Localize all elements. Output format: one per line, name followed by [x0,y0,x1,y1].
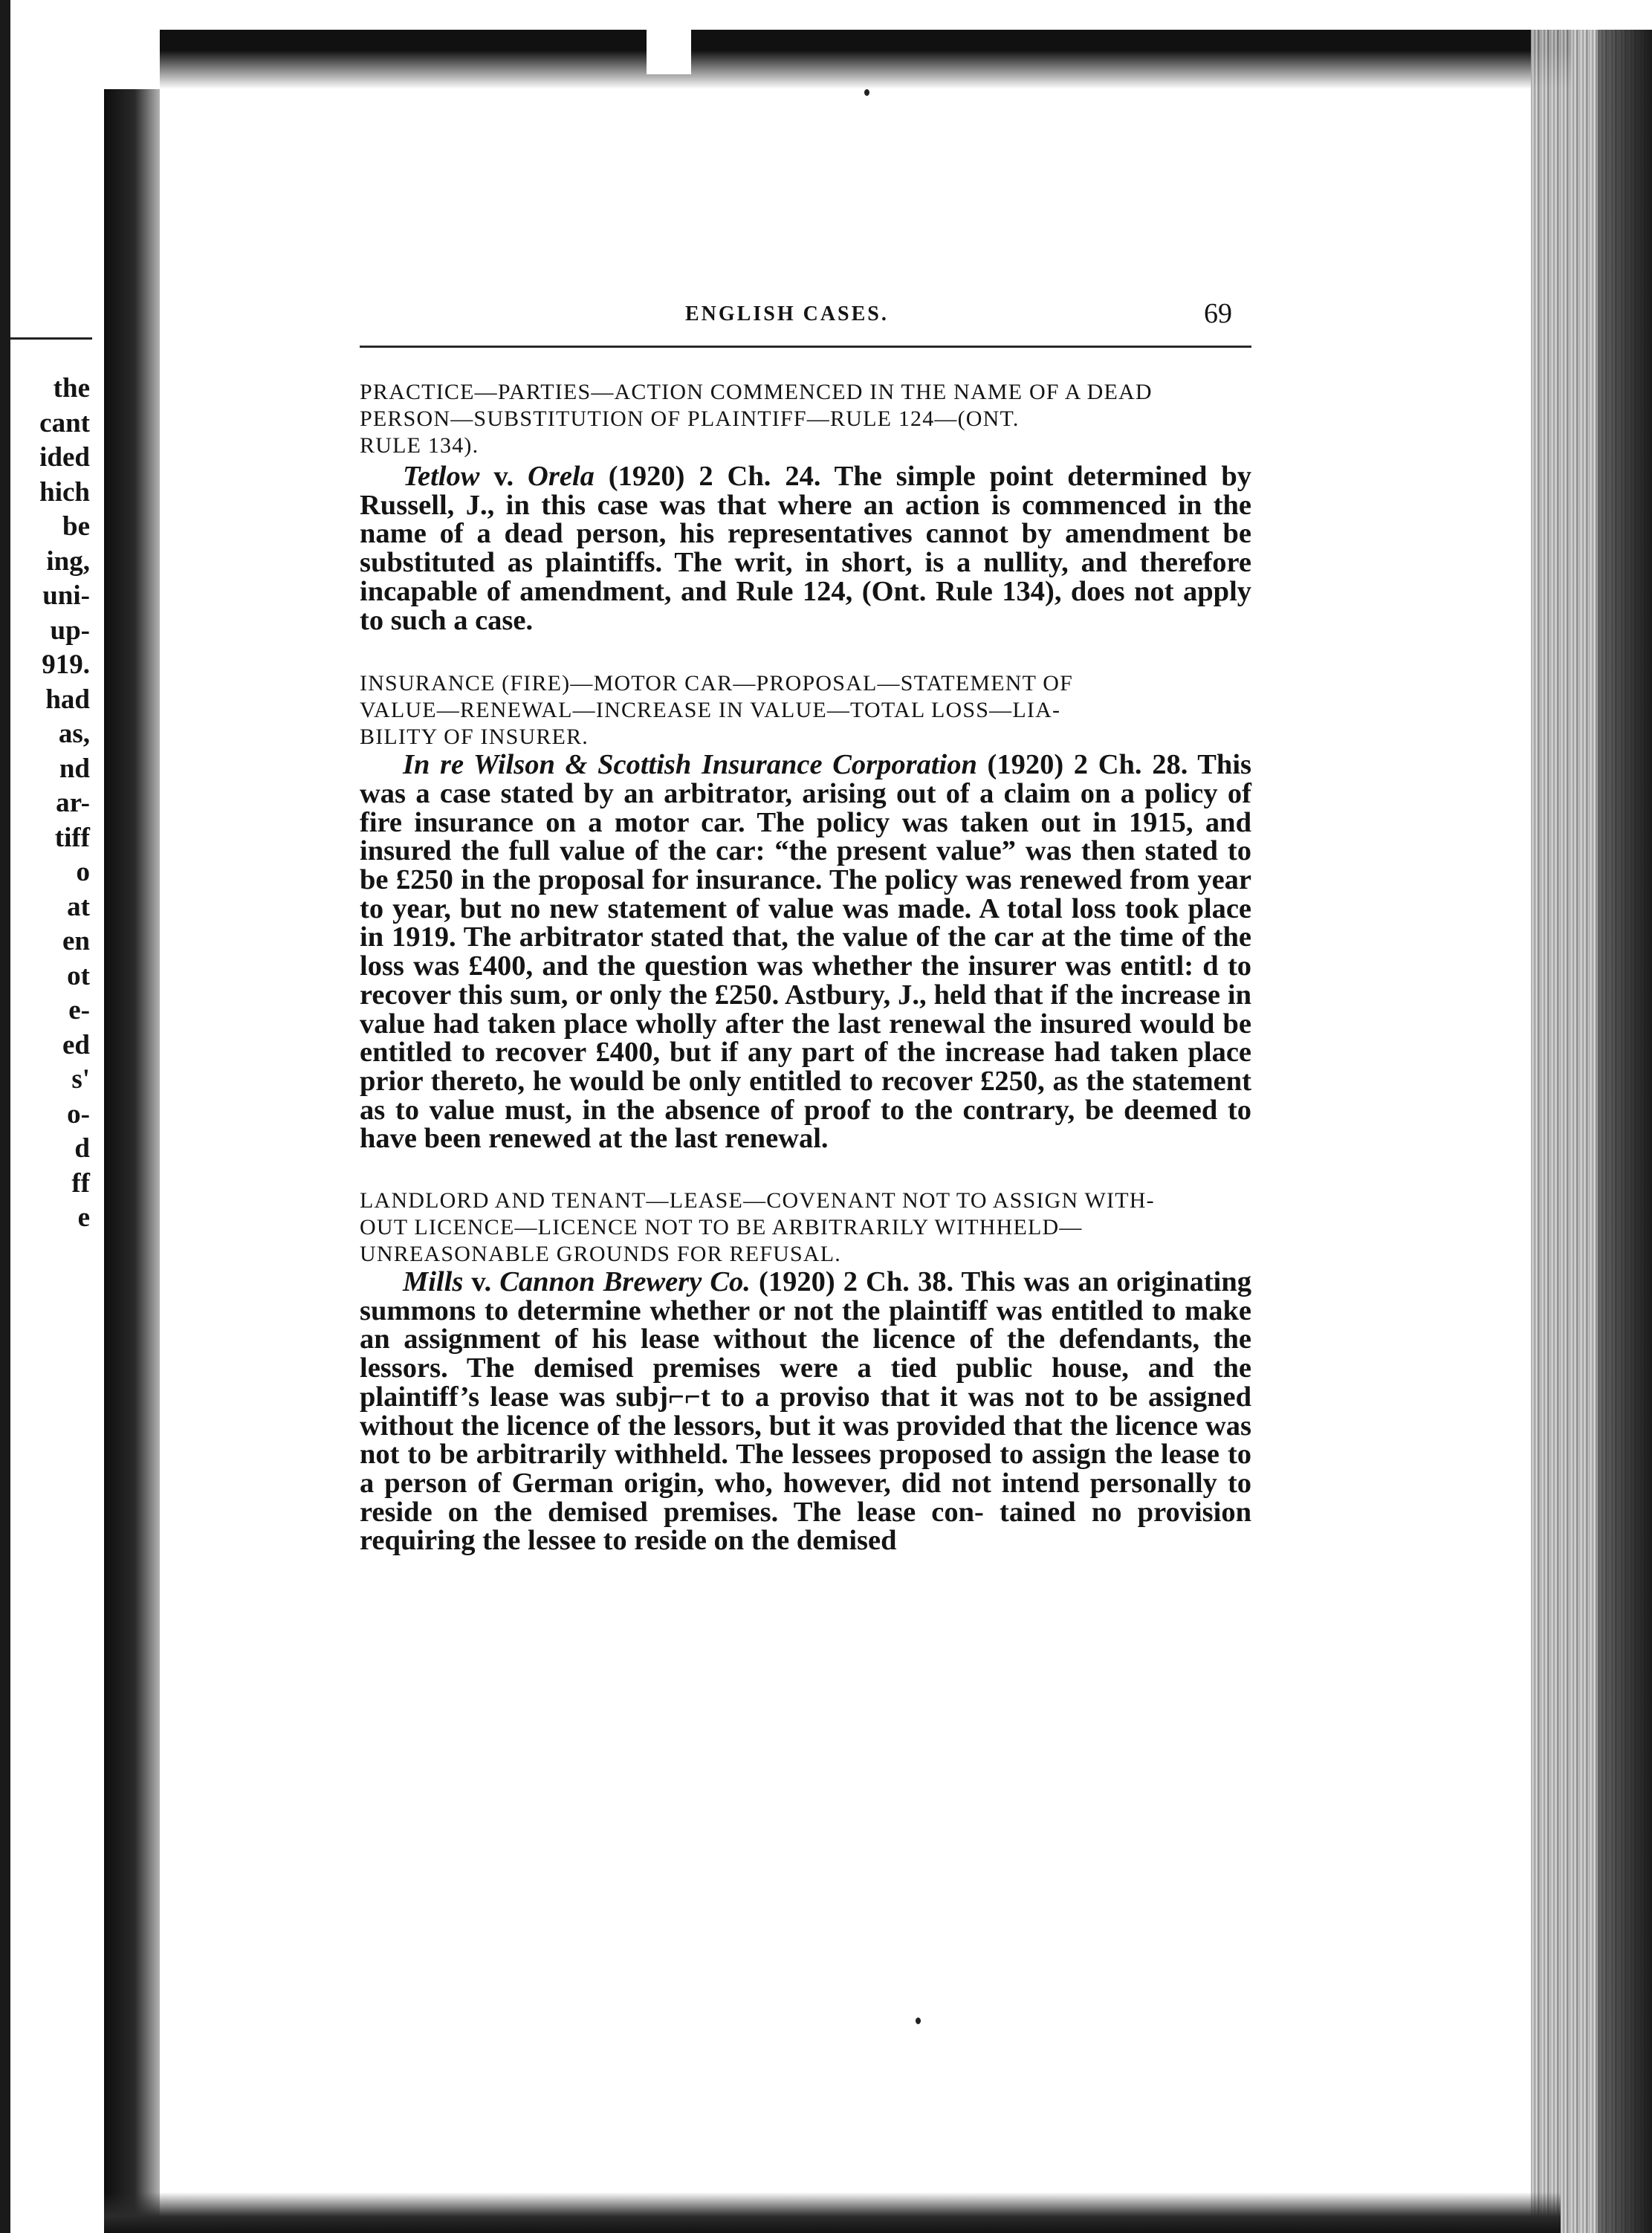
body-line: to a person of German origin, who, however, did not intend [360,1439,1252,1499]
previous-page-fragment: e- [68,995,90,1025]
body-line: amendment be substituted as plaintiffs. The writ, in short, is a [360,518,1251,579]
section-heading [360,670,1251,751]
body-line: was entitled to make an assignment of his lease without the [360,1294,1252,1355]
body-line: arbitrarily withheld. The lessees proposed to assign the lease [476,1439,1220,1471]
ink-speck [916,2018,921,2024]
heading-line: PRACTICE—PARTIES—ACTION COMMENCED IN THE NAME OF A DEAD [360,380,1153,404]
body-line: the last renewal the insured would be entitled to recover £400, [360,1008,1251,1069]
heading-line: INSURANCE (FIRE)—MOTOR CAR—PROPOSAL—STATEMENT OF [360,671,1074,696]
heading-line: LANDLORD AND TENANT—LEASE—COVENANT NOT TO ASSIGN WITH- [360,1188,1155,1213]
previous-page-fragment: s' [71,1064,90,1095]
previous-page-fragment: o [76,857,90,887]
body-line: by Russell, J., in this case was that where an action is commenced [360,461,1251,521]
page-number: 69 [1204,298,1232,329]
previous-page-rule [10,337,92,340]
previous-page-fragment: uni- [42,580,90,611]
body-line: tained no provision requiring the lessee to reside on the demised [360,1496,1251,1557]
body-line: originating summons to determine whether or not the plaintiff [360,1266,1251,1326]
previous-page-fragment: hich [39,476,90,508]
previous-page-fragments [10,372,103,1236]
previous-page-fragment: o- [67,1098,90,1130]
heading-line: RULE 134). [360,433,479,458]
body-line: no new statement of value was made. A total loss took place in [360,892,1252,953]
body-line: (Ont. Rule 134), does not apply to such a case. [360,575,1252,636]
binding-gutter-shadow [104,89,160,2233]
heading-line: PERSON—SUBSTITUTION OF PLAINTIFF—RULE 124—(ONT. [360,406,1020,431]
body-line: in the name of a dead person, his representatives cannot by [360,489,1251,550]
body-line: was taken out in 1915, and insured the full value of the car: [360,806,1251,867]
case-name: In re Wilson & Scottish Insurance Corporation [403,749,977,781]
case-paragraph [360,751,1251,1153]
previous-page-fragment: ing, [46,545,90,577]
body-line: 1919. The arbitrator stated that, the value of the car at the time [391,921,1173,953]
previous-page-fragment: at [67,891,90,922]
body-line: licence of the defendants, the lessors. The demised premises [360,1323,1251,1384]
heading-line: UNREASONABLE GROUNDS FOR REFUSAL. [360,1242,842,1267]
body-line: (1920) 2 Ch. [976,749,1142,781]
body-line: for insurance. The policy was renewed from year to year, but [360,864,1251,924]
body-line: but if any part of the increase had taken place prior thereto, he [360,1037,1252,1097]
body-line: were a tied public house, and the plaintiff’s lease was subj⌐⌐t to [360,1352,1251,1413]
body-line: the lessors, but it was provided that the licence was not to be [360,1410,1252,1471]
body-line: “the present value” was then stated to be £250 in the proposal [360,835,1251,896]
running-head: ENGLISH CASES. [685,302,889,325]
previous-page-fragment: en [62,926,90,956]
body-line: nullity, and therefore incapable of amendment, and Rule 124, [360,547,1251,607]
case-versus: v. [479,461,528,492]
body-line: was entitl: d to recover this sum, or only the £250. Astbury, J., [360,950,1252,1011]
previous-page-fragment: nd [59,753,90,784]
previous-page-fragment: ed [62,1029,90,1060]
heading-line: BILITY OF INSURER. [360,725,589,750]
heading-line: OUT LICENCE—LICENCE NOT TO BE ARBITRARILY WITHHELD— [360,1215,1083,1240]
ink-speck [864,89,869,96]
section-heading [360,379,1251,459]
case-name: Orela [528,461,595,492]
previous-page-fragment: ar- [56,788,90,818]
body-line: personally to reside on the demised premises. The lease con- [360,1467,1252,1528]
previous-page-fragment: cant [39,407,90,438]
previous-page-fragment: ot [67,960,90,991]
case-name: Cannon Brewery Co. [499,1266,751,1298]
previous-page-fragment: tiff [54,822,90,853]
body-line: would be only entitled to recover £250, as the statement as to [360,1065,1252,1126]
body-line: to have been renewed at the last renewal. [360,1094,1252,1155]
case-name: Tetlow [403,461,480,492]
body-line: value must, in the absence of proof to the contrary, be deemed [429,1094,1218,1126]
body-line: claim on a policy of fire insurance on a motor car. The policy [360,777,1252,838]
heading-line: VALUE—RENEWAL—INCREASE IN VALUE—TOTAL LOSS—LIA- [360,698,1061,723]
body-line: of the loss was £400, and the question was whether the insurer [360,921,1251,982]
body-line: a proviso that it was not to be assigned without the licence of [360,1381,1252,1442]
previous-page-fragment: up- [50,615,90,646]
previous-page-fragment: d [74,1133,90,1164]
top-edge-shadow [160,30,1572,89]
previous-page-fragment: had [45,684,90,715]
previous-page-fragment: ff [71,1167,90,1199]
case-paragraph [360,1268,1251,1555]
body-line: (1920) 2 Ch. 38. This was an [750,1266,1109,1298]
section-heading [360,1187,1251,1268]
case-versus: v. [463,1266,500,1298]
right-edge-shadow [1598,30,1652,2233]
text-column [360,379,1251,1555]
previous-page-fragment: be [62,511,90,542]
previous-page-fragment: the [53,373,90,404]
bottom-edge-shadow [104,2192,1561,2233]
previous-page-fragment: e [77,1202,90,1233]
previous-page-fragment: as, [58,719,90,749]
case-paragraph [360,462,1251,635]
previous-page-fragment: 919. [42,649,90,680]
previous-page-fragment: ided [39,442,90,473]
top-edge-gap [647,30,691,74]
header-rule [360,346,1251,348]
body-line: (1920) 2 Ch. 24. The simple point determined [594,461,1208,492]
body-line: 28. This was a case stated by an arbitrator, arising out of a [360,749,1252,809]
body-line: held that if the increase in value had taken place wholly after [360,979,1251,1040]
case-name: Mills [403,1266,464,1298]
page-edge-left [0,0,10,2233]
